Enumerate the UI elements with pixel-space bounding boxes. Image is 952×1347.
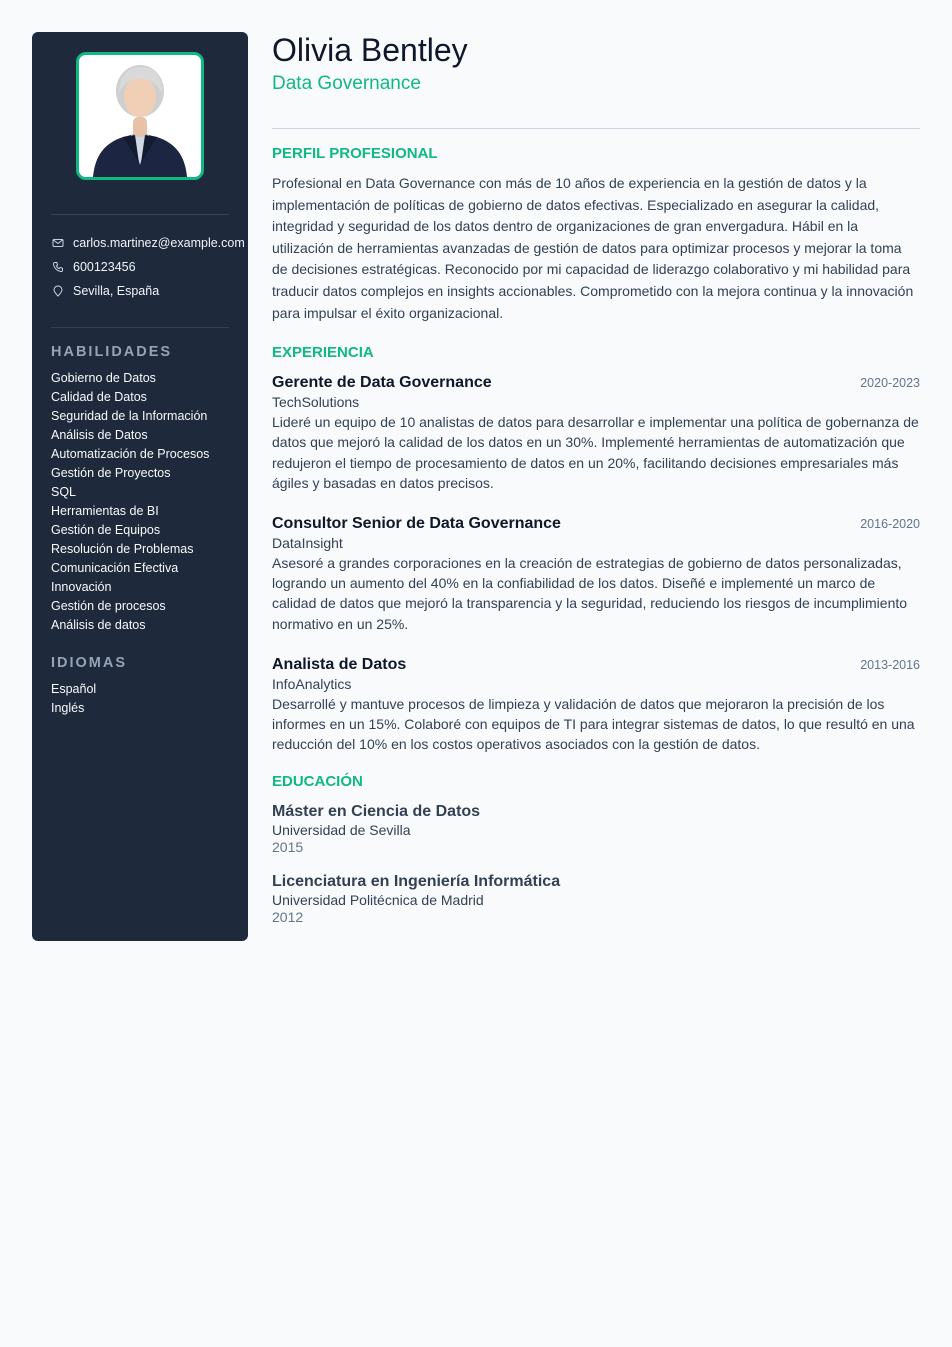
job-entry — [272, 655, 920, 755]
sidebar-divider — [51, 327, 229, 328]
job-company: InfoAnalytics — [272, 675, 352, 692]
job-dates: 2016-2020 — [860, 516, 920, 531]
job-description: Desarrollé y mantuve procesos de limpieza y validación de datos que mejoraron la precisión de los informes en un 15%. Colaboré con equipos de TI para integrar sistemas de datos, lo que resultó en una reducción del 10% en los costos operativos asociados con la gestión de datos. — [272, 695, 915, 753]
education-entry — [272, 872, 920, 925]
contact-phone[interactable] — [51, 255, 229, 279]
profile-heading: PERFIL PROFESIONAL — [272, 145, 438, 162]
education-year: 2015 — [272, 839, 304, 856]
contact-email[interactable] — [51, 231, 245, 255]
skill-item: SQL — [51, 485, 77, 499]
languages-heading: IDIOMAS — [51, 655, 128, 671]
contact-location — [51, 279, 229, 303]
language-item: Español — [51, 682, 97, 696]
header-divider — [272, 128, 920, 129]
envelope-icon — [51, 236, 65, 250]
job-title: Analista de Datos — [272, 655, 407, 673]
skill-item: Resolución de Problemas — [51, 542, 194, 556]
profile-photo-image — [79, 55, 201, 177]
education-school: Universidad de Sevilla — [272, 822, 411, 839]
skill-item: Análisis de Datos — [51, 428, 148, 442]
job-title: Gerente de Data Governance — [272, 374, 492, 392]
job-company: DataInsight — [272, 534, 343, 551]
job-title: Consultor Senior de Data Governance — [272, 514, 561, 532]
skill-item: Comunicación Efectiva — [51, 561, 179, 575]
skill-item: Gestión de Proyectos — [51, 466, 171, 480]
skill-item: Gobierno de Datos — [51, 371, 156, 385]
skill-item: Innovación — [51, 580, 112, 594]
education-degree: Máster en Ciencia de Datos — [272, 803, 481, 821]
job-entry — [272, 514, 920, 634]
skills-heading: HABILIDADES — [51, 344, 173, 360]
skill-item: Gestión de Equipos — [51, 523, 161, 537]
sidebar — [32, 32, 248, 941]
contact-location-text: Sevilla, España — [73, 284, 160, 298]
education-heading: EDUCACIÓN — [272, 773, 363, 791]
phone-icon — [51, 260, 65, 274]
map-pin-icon — [51, 284, 65, 298]
person-name: Olivia Bentley — [272, 32, 468, 68]
job-dates: 2020-2023 — [860, 376, 920, 391]
experience-section — [272, 345, 920, 754]
education-section — [272, 774, 920, 925]
education-year: 2012 — [272, 909, 304, 926]
person-role: Data Governance — [272, 73, 421, 94]
contact-email-text: carlos.martinez@example.com — [73, 236, 245, 250]
contact-phone-text: 600123456 — [73, 260, 136, 274]
skill-item: Automatización de Procesos — [51, 447, 210, 461]
job-description: Asesoré a grandes corporaciones en la creación de estrategias de gobierno de datos personalizadas, logrando un aumento del 40% en la confiabilidad de los datos. Diseñé e implementé un marco de calidad de datos que mejoró la transparencia y la seguridad, reduciendo los riesgos de incumplimiento normativo en un 25%. — [272, 554, 908, 632]
profile-text: Profesional en Data Governance con más de 10 años de experiencia en la gestión de datos y la implementación de políticas de gobierno de datos efectivas. Especializado en asegurar la calidad, integridad y seguridad de los datos dentro de organizaciones de gran envergadura. Hábil en la utilización de herramientas avanzadas de gestión de datos para optimizar procesos y mejorar la toma de decisiones estratégicas. Reconocido por mi capacidad de liderazgo colaborativo y mi habilidad para traducir datos complejos en insights accionables. Comprometido con la mejora continua y la innovación para impulsar el éxito organizacional. — [272, 175, 914, 321]
job-entry — [272, 373, 920, 493]
skill-item: Seguridad de la Información — [51, 409, 208, 423]
sidebar-divider — [51, 214, 229, 215]
skill-item: Calidad de Datos — [51, 390, 147, 404]
job-company: TechSolutions — [272, 394, 360, 411]
languages-block — [51, 655, 229, 718]
experience-heading: EXPERIENCIA — [272, 344, 374, 362]
education-school: Universidad Politécnica de Madrid — [272, 892, 484, 909]
skill-item: Gestión de procesos — [51, 599, 166, 613]
main-content — [272, 32, 920, 925]
languages-list — [51, 680, 229, 718]
education-entry — [272, 802, 920, 855]
profile-photo — [76, 52, 204, 180]
skills-block — [51, 344, 229, 635]
job-dates: 2013-2016 — [860, 657, 920, 672]
skill-item: Análisis de datos — [51, 618, 146, 632]
skills-list — [51, 369, 229, 635]
skill-item: Herramientas de BI — [51, 504, 159, 518]
profile-section — [272, 146, 920, 324]
language-item: Inglés — [51, 701, 85, 715]
education-degree: Licenciatura en Ingeniería Informática — [272, 873, 561, 891]
job-description: Lideré un equipo de 10 analistas de datos para desarrollar e implementar una política de gobernanza de datos que mejoró la calidad de los datos en un 30%. Implementé herramientas de automatización que redujeron el tiempo de procesamiento de datos en un 20%, facilitando decisiones empresariales más ágiles y basadas en datos precisos. — [272, 414, 919, 491]
